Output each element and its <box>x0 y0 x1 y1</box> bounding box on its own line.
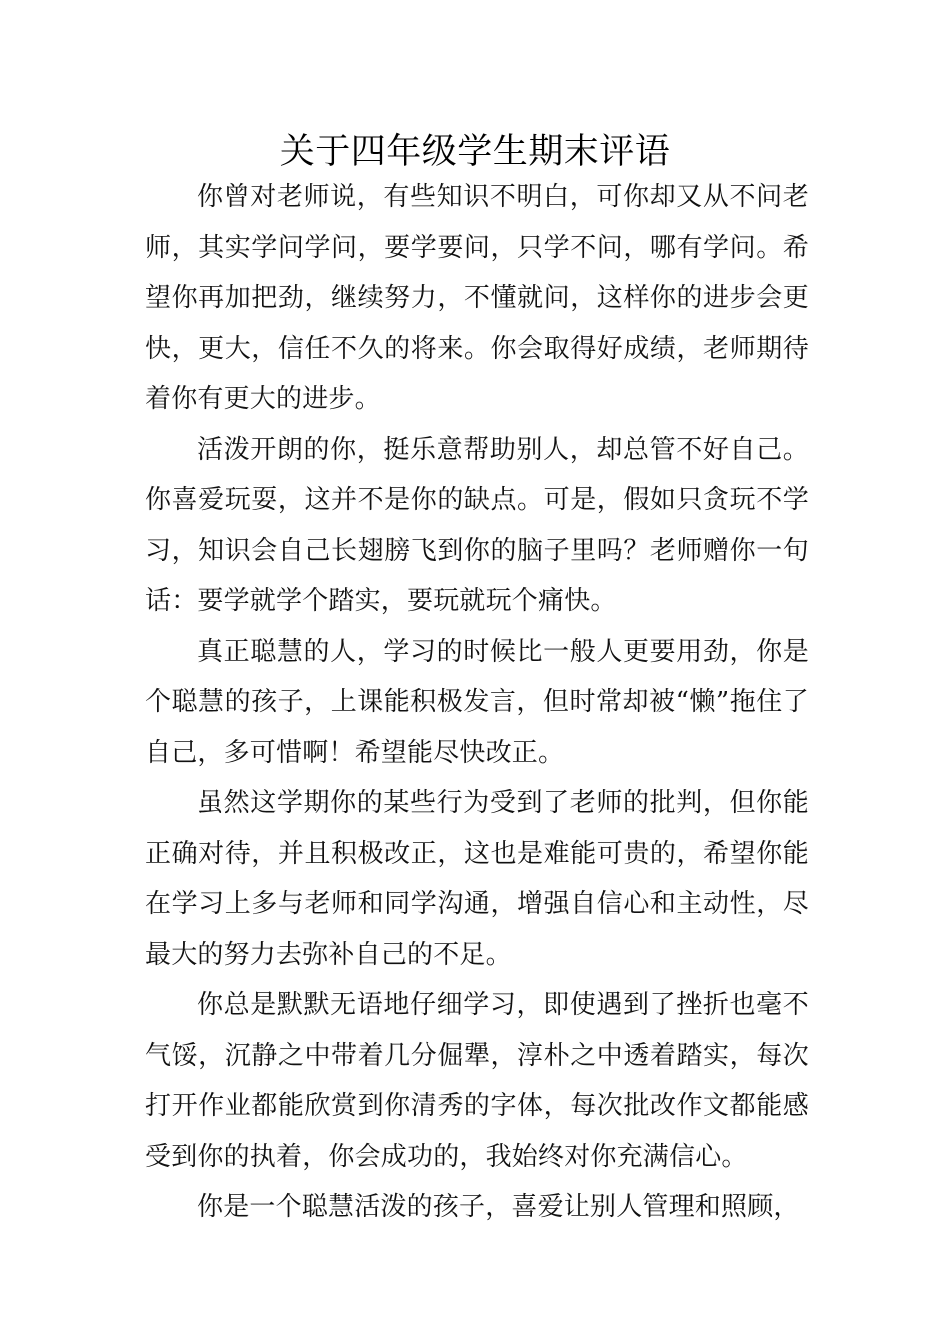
document-body <box>145 172 809 1233</box>
paragraph-1: 你曾对老师说，有些知识不明白，可你却又从不问老师，其实学问学问，要学要问，只学不问，哪有学问。希望你再加把劲，继续努力，不懂就问，这样你的进步会更快，更大，信任不久的将来。你会取得好成绩，老师期待着你有更大的进步。 <box>145 182 809 414</box>
document-title: 关于四年级学生期末评语 <box>279 132 671 172</box>
paragraph-3: 真正聪慧的人，学习的时候比一般人更要用劲，你是个聪慧的孩子，上课能积极发言，但时常却被“懒”拖住了自己，多可惜啊！希望能尽快改正。 <box>145 636 809 768</box>
paragraph-5: 你总是默默无语地仔细学习，即使遇到了挫折也毫不气馁，沉静之中带着几分倔犟，淳朴之中透着踏实，每次打开作业都能欣赏到你清秀的字体，每次批改作文都能感受到你的执着，你会成功的，我始终对你充满信心。 <box>145 990 809 1172</box>
paragraph-4: 虽然这学期你的某些行为受到了老师的批判，但你能正确对待，并且积极改正，这也是难能可贵的，希望你能在学习上多与老师和同学沟通，增强自信心和主动性，尽最大的努力去弥补自己的不足。 <box>145 788 809 970</box>
paragraph-2: 活泼开朗的你，挺乐意帮助别人，却总管不好自己。你喜爱玩耍，这并不是你的缺点。可是，假如只贪玩不学习，知识会自己长翅膀飞到你的脑子里吗？老师赠你一句话：要学就学个踏实，要玩就玩个痛快。 <box>145 434 809 616</box>
paragraph-6: 你是一个聪慧活泼的孩子，喜爱让别人管理和照顾， <box>197 1192 800 1222</box>
